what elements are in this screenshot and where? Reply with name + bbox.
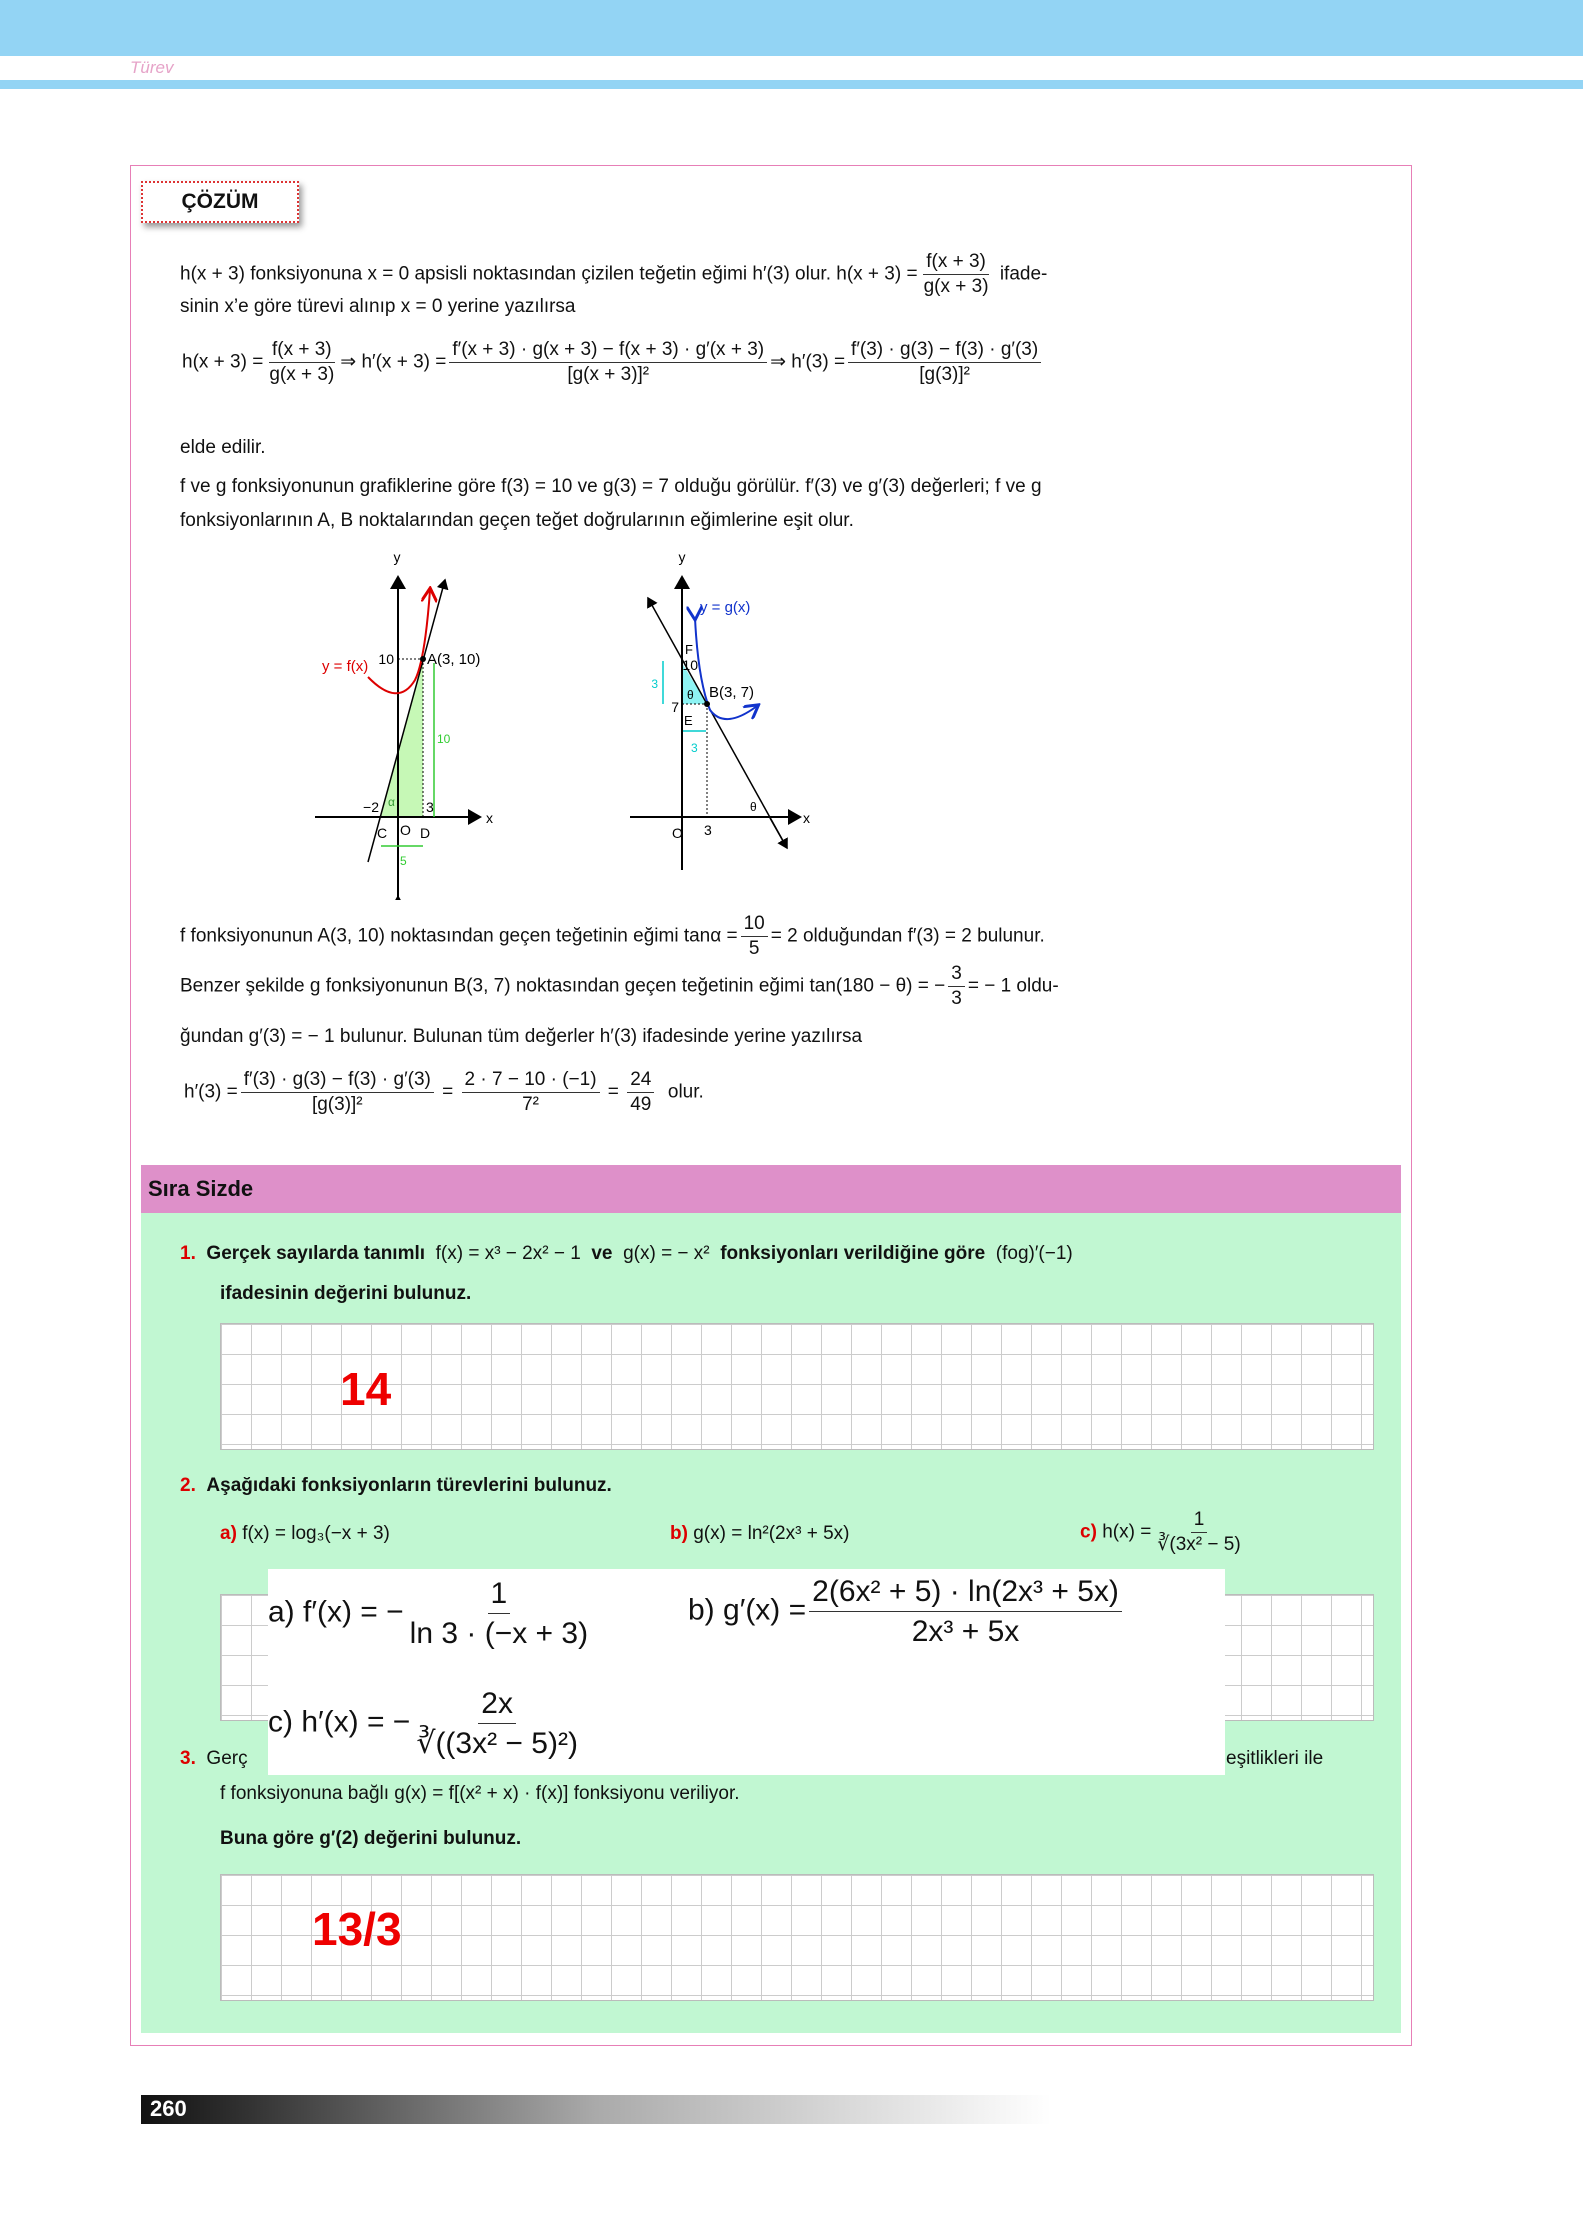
solution-badge: ÇÖZÜM (141, 181, 299, 223)
denominator: [g(3)]² (311, 1093, 363, 1115)
tick-minus2: −2 (363, 799, 379, 815)
label: c) (1080, 1521, 1097, 1543)
chapter-title: Türev (130, 58, 174, 77)
label-f: F (685, 642, 693, 657)
tick-10: 10 (682, 657, 698, 673)
question-3-line-2: f fonksiyonuna bağlı g(x) = f[(x² + x) · f(x)] fonksiyonu veriliyor. (220, 1783, 740, 1804)
fraction (921, 250, 992, 299)
text: ⇒ h′(x + 3) = (340, 351, 447, 373)
text: = 2 olduğundan f′(3) = 2 bulunur. (770, 925, 1045, 947)
denominator: [g(3)]² (919, 363, 970, 385)
question-2a (220, 1523, 390, 1545)
numerator: 2(6x² + 5) · ln(2x³ + 5x) (809, 1573, 1122, 1612)
label-o: O (400, 822, 411, 838)
rise-label: 10 (437, 732, 451, 746)
paragraph-4: f ve g fonksiyonunun grafiklerine göre f(3) = 10 ve g(3) = 7 olduğu görülür. f′(3) ve g′(3) değerleri; f ve g (180, 476, 1042, 497)
graph-f (315, 549, 493, 897)
numerator: f′(3) · g(3) − f(3) · g′(3) (241, 1068, 434, 1093)
question-3-tail: eşitlikleri ile (1226, 1748, 1324, 1769)
fraction (241, 1068, 434, 1117)
text: c) h′(x) = − (268, 1705, 411, 1739)
final-equation: h′(3) = $\frac{f'(3) \cdot g(3) - f(3) \cdot g'(3)}{\text{[g(3)]²}}$ = $\frac{2 \cdot 7 - 10 \cdot (-1)}{\text{7²}}$ = $\frac{24}{49}$ olur. (184, 1068, 704, 1117)
text: Gerçek sayılarda tanımlı (206, 1243, 426, 1264)
alpha-label: α (388, 795, 395, 809)
x-label: x (486, 810, 493, 826)
label: a) (220, 1523, 237, 1544)
tick-3: 3 (426, 799, 434, 815)
numerator: 10 (741, 912, 768, 937)
question-3 (180, 1748, 248, 1770)
math: g(x) = ln²(2x³ + 5x) (693, 1523, 850, 1544)
numerator: 2x (478, 1685, 516, 1724)
math: f(x) = x³ − 2x² − 1 (435, 1243, 581, 1264)
rise-label: 3 (651, 677, 658, 691)
fraction (413, 1685, 581, 1763)
math: g(x) = − x² (623, 1243, 710, 1264)
math: h(x) = (1102, 1521, 1152, 1543)
question-number: 3. (180, 1748, 196, 1769)
answer-3: 13/3 (312, 1903, 402, 1955)
y-label: y (678, 549, 686, 565)
denominator: 3 (951, 987, 962, 1009)
equation-derivative (182, 338, 1044, 387)
x-label: x (803, 810, 810, 826)
text: h(x + 3) = (182, 351, 264, 373)
line-tangent-g (180, 962, 1059, 1011)
paragraph-5: fonksiyonlarının A, B noktalarından geçen teğet doğrularının eğimlerine eşit olur. (180, 510, 854, 531)
denominator: g(x + 3) (923, 275, 989, 297)
math: f(x) = log₃(−x + 3) (242, 1523, 390, 1544)
fraction (266, 338, 337, 387)
question-1 (180, 1243, 1073, 1265)
y-label: y (393, 549, 401, 565)
text: olur. (667, 1081, 704, 1103)
text: Aşağıdaki fonksiyonların türevlerini bulunuz. (206, 1475, 612, 1496)
tangent-line (648, 598, 787, 848)
fraction (948, 962, 965, 1011)
answer-2a (268, 1575, 594, 1653)
numerator: f′(3) · g(3) − f(3) · g′(3) (848, 338, 1041, 363)
text: h′(3) = (184, 1081, 238, 1103)
question-number: 2. (180, 1475, 196, 1496)
tick-7: 7 (671, 699, 679, 715)
curve-label: y = f(x) (322, 658, 369, 675)
denominator: [g(x + 3)]² (567, 363, 650, 385)
theta-label: θ (750, 800, 757, 814)
graphs (300, 540, 1300, 900)
denominator: ∛((3x² − 5)²) (416, 1726, 578, 1760)
numerator: 3 (948, 962, 965, 987)
fraction (741, 912, 768, 961)
answer-2-overlay (268, 1569, 1225, 1775)
graph-g (630, 549, 810, 870)
numerator: f(x + 3) (269, 338, 335, 363)
text: f fonksiyonunun A(3, 10) noktasından geçen teğetinin eğimi tanα = (180, 925, 738, 947)
label-d: D (420, 825, 431, 841)
header-bar (0, 0, 1583, 56)
question-number: 1. (180, 1243, 196, 1264)
numerator: f′(x + 3) · g(x + 3) − f(x + 3) · g′(x + 3) (449, 338, 767, 363)
header-line (0, 80, 1583, 89)
label: b) (670, 1523, 688, 1544)
fraction (407, 1575, 591, 1653)
text: Gerç (206, 1748, 248, 1769)
point-a-label: A(3, 10) (427, 651, 481, 668)
fraction (848, 338, 1041, 387)
answer-2b (688, 1573, 1125, 1651)
text: b) g′(x) = (688, 1593, 807, 1627)
line-tangent-f (180, 912, 1045, 961)
answer-2c (268, 1685, 584, 1763)
text: ifade- (999, 263, 1048, 285)
math: (fog)′(−1) (995, 1243, 1073, 1264)
fraction (809, 1573, 1122, 1651)
denominator: ln 3 · (−x + 3) (409, 1616, 589, 1650)
practice-title: Sıra Sizde (141, 1165, 1401, 1213)
text: ve (591, 1243, 613, 1264)
text: = − 1 oldu- (967, 975, 1059, 997)
question-1-cont: ifadesinin değerini bulunuz. (220, 1283, 472, 1304)
line-substitute: ğundan g′(3) = − 1 bulunur. Bulunan tüm değerler h′(3) ifadesinde yerine yazılırsa (180, 1026, 863, 1047)
denominator: 5 (748, 937, 760, 959)
question-2b (670, 1523, 849, 1545)
curve-label: y = g(x) (700, 599, 751, 616)
numerator: 1 (1191, 1508, 1208, 1533)
text: ⇒ h′(3) = (770, 351, 846, 373)
question-2 (180, 1475, 612, 1497)
paragraph-2: sinin x’e göre türevi alınıp x = 0 yerine yazılırsa (180, 296, 576, 317)
answer-grid-1[interactable] (220, 1323, 1374, 1450)
run-label: 5 (400, 854, 407, 868)
fraction (449, 338, 767, 387)
label-e: E (684, 713, 693, 728)
denominator: 7² (522, 1093, 539, 1115)
question-2c (1080, 1508, 1247, 1557)
fraction (462, 1068, 600, 1117)
question-3-line-3: Buna göre g′(2) değerini bulunuz. (220, 1828, 522, 1849)
fraction (627, 1068, 654, 1117)
label-o: O (672, 825, 683, 841)
run-label: 3 (691, 741, 698, 755)
label-c: C (377, 825, 388, 841)
text: a) f′(x) = − (268, 1595, 404, 1629)
point-b-label: B(3, 7) (709, 684, 755, 701)
tick-10: 10 (378, 651, 394, 667)
denominator: 49 (630, 1093, 652, 1115)
numerator: 24 (627, 1068, 654, 1093)
point-a (420, 656, 426, 662)
point-b (704, 701, 710, 707)
numerator: 1 (488, 1575, 511, 1614)
paragraph-1 (180, 250, 1047, 299)
numerator: 2 · 7 − 10 · (−1) (462, 1068, 600, 1093)
denominator: ∛(3x² − 5) (1157, 1533, 1241, 1555)
numerator: f(x + 3) (923, 250, 989, 275)
denominator: 2x³ + 5x (911, 1614, 1020, 1648)
text: h(x + 3) fonksiyonuna x = 0 apsisli noktasından çizilen teğetin eğimi h′(3) olur. h(x + 3) = (180, 263, 918, 285)
footer-bar (141, 2095, 1051, 2124)
fraction (1154, 1508, 1243, 1557)
answer-1: 14 (340, 1363, 392, 1415)
page-number: 260 (150, 2096, 187, 2121)
text: Benzer şekilde g fonksiyonunun B(3, 7) noktasından geçen teğetinin eğimi tan(180 − θ) = − (180, 975, 946, 997)
denominator: g(x + 3) (269, 363, 335, 385)
tick-3: 3 (704, 822, 712, 838)
paragraph-3: elde edilir. (180, 437, 266, 458)
theta-label: θ (687, 688, 694, 702)
text: fonksiyonları verildiğine göre (720, 1243, 986, 1264)
